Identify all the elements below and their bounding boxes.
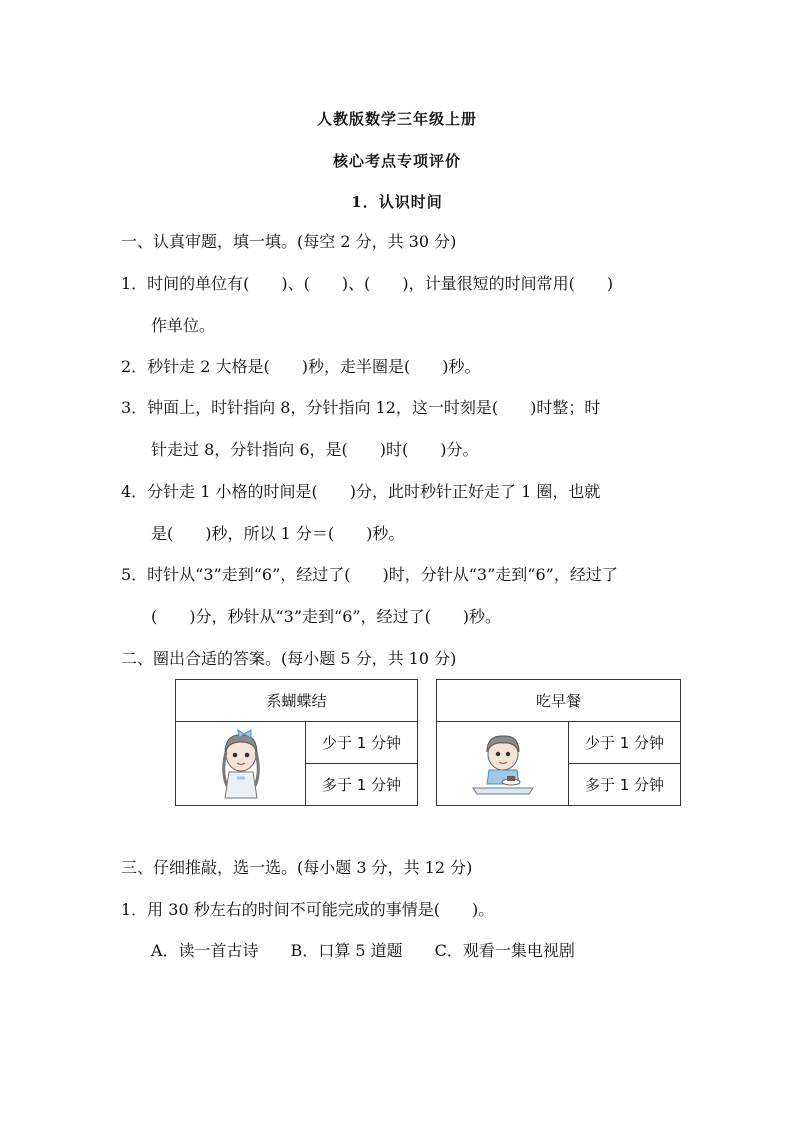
option-more-than-minute[interactable]: 多于 1 分钟 [569,764,681,806]
choice-table-bow [175,679,418,806]
choice-table-breakfast [436,679,681,806]
section1-heading: 一、认真审题，填一填。(每空 2 分，共 30 分) [121,232,457,251]
option-less-than-minute[interactable]: 少于 1 分钟 [306,722,418,764]
question-4-line1: 4．分针走 1 小格的时间是( )分，此时秒针正好走了 1 圈，也就 [121,482,601,501]
section3-question-1-options[interactable]: A．读一首古诗 B．口算 5 道题 C．观看一集电视剧 [151,941,575,960]
question-5-line2: ( )分，秒针从“3”走到“6”，经过了( )秒。 [151,607,502,626]
question-2: 2．秒针走 2 大格是( )秒，走半圈是( )秒。 [121,357,481,376]
question-4-line2: 是( )秒，所以 1 分＝( )秒。 [151,524,405,543]
question-3-line2: 针走过 8，分针指向 6，是( )时( )分。 [151,440,479,459]
question-1-line1: 1．时间的单位有( )、( )、( )，计量很短的时间常用( ) [121,274,614,293]
question-5-line1: 5．时针从“3”走到“6”，经过了( )时，分针从“3”走到“6”，经过了 [121,565,618,584]
boy-eating-illustration [437,722,569,806]
girl-illustration [176,722,306,806]
unit-title: 1．认识时间 [351,193,443,211]
worksheet-title: 人教版数学三年级上册 [316,110,477,128]
worksheet-subtitle: 核心考点专项评价 [332,152,461,170]
option-less-than-minute[interactable]: 少于 1 分钟 [569,722,681,764]
section2-heading: 二、圈出合适的答案。(每小题 5 分，共 10 分) [121,649,457,668]
table-title: 吃早餐 [437,680,681,722]
section3-question-1: 1．用 30 秒左右的时间不可能完成的事情是( )。 [121,900,495,919]
section3-heading: 三、仔细推敲，选一选。(每小题 3 分，共 12 分) [121,858,473,877]
question-3-line1: 3．钟面上，时针指向 8，分针指向 12，这一时刻是( )时整；时 [121,398,601,417]
question-1-line2: 作单位。 [151,316,216,335]
option-more-than-minute[interactable]: 多于 1 分钟 [306,764,418,806]
table-title: 系蝴蝶结 [176,680,418,722]
